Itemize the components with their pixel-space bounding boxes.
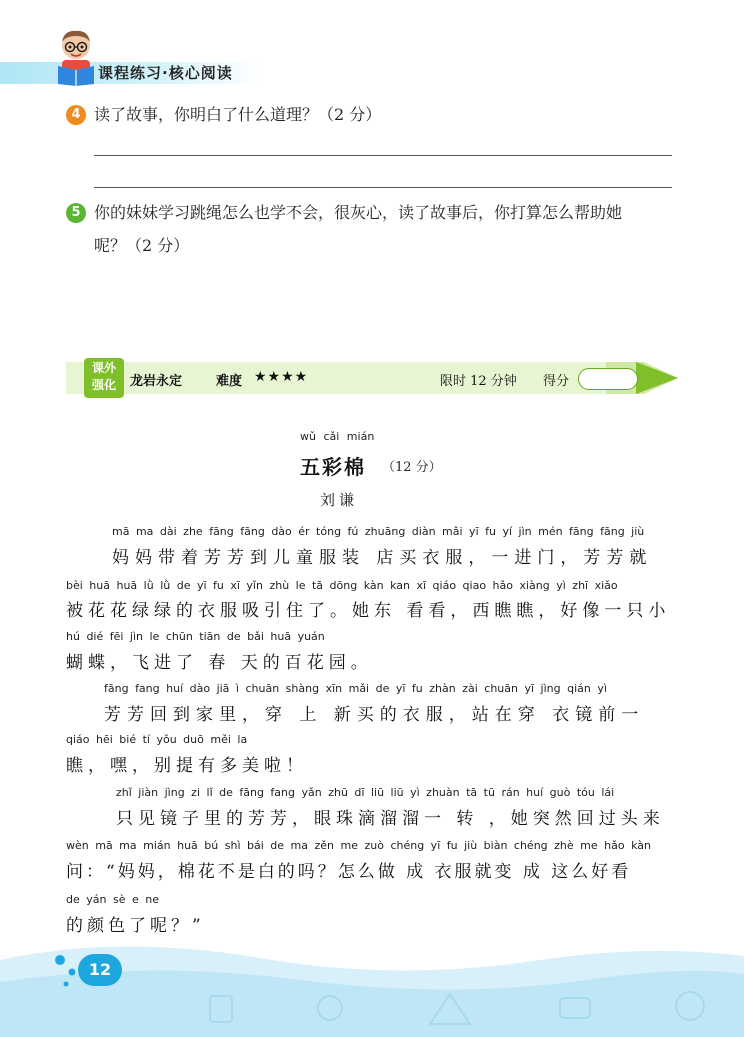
text-row: 的颜色了呢？” <box>66 916 205 936</box>
banner-tag <box>84 360 124 394</box>
text-row: 瞧，嘿，别提有多美啦！ <box>66 756 308 776</box>
score-label: 得分 <box>543 374 570 389</box>
reading-child-mascot-icon <box>50 28 102 86</box>
pinyin-row: bèi huā huā lǜ lǜ de yī fu xī yǐn zhù le tā dōng kàn kan xī qiáo qiao hǎo xiàng yì zhī xiǎo <box>66 579 618 592</box>
pinyin-row: fāng fang huí dào jiā ì chuān shàng xīn mǎi de yī fu zhàn zài chuān yī jìng qián yì <box>104 682 607 695</box>
story-author: 刘谦 <box>320 491 359 509</box>
pinyin-row: de yán sè e ne <box>66 893 159 906</box>
text-row: 蝴蝶，飞进了 春 天的百花园。 <box>66 653 373 673</box>
answer-line[interactable] <box>94 155 672 156</box>
question-text-continued: 呢？（2 分） <box>94 236 190 255</box>
pinyin-row: wèn mā ma mián huā bú shì bái de ma zěn me zuò chéng yī fu jiù biàn chéng zhè me hǎo kàn <box>66 839 651 852</box>
banner-tag-line: 课外 <box>91 361 116 375</box>
story-score: （12 分） <box>382 460 442 475</box>
text-row: 妈妈带着芳芳到儿童服装 店买衣服，一进门，芳芳就 <box>112 548 653 568</box>
text-row: 只见镜子里的芳芳，眼珠滴溜溜一 转 ，她突然回过头来 <box>116 809 665 829</box>
text-row: 问：“妈妈，棉花不是白的吗？怎么做 成 衣服就变 成 这么好看 <box>66 862 632 882</box>
question-text: 读了故事，你明白了什么道理？（2 分） <box>94 105 382 124</box>
pinyin-row: hú dié fēi jìn le chūn tiān de bǎi huā yuán <box>66 630 325 643</box>
question-number-badge: 4 <box>66 105 86 125</box>
time-limit: 限时 12 分钟 <box>440 374 517 389</box>
pinyin-row: mā ma dài zhe fāng fāng dào ér tóng fú zhuāng diàn mǎi yī fu yí jìn mén fāng fāng jiù <box>112 525 645 538</box>
banner-tag-line: 强化 <box>91 378 116 392</box>
answer-line[interactable] <box>94 187 672 188</box>
score-input[interactable] <box>578 368 638 390</box>
question-number-badge: 5 <box>66 203 86 223</box>
header-title: 课程练习·核心阅读 <box>98 64 233 82</box>
question-text: 你的妹妹学习跳绳怎么也学不会，很灰心，读了故事后，你打算怎么帮助她 <box>94 203 623 222</box>
text-row: 芳芳回到家里，穿 上 新买的衣服，站在穿 衣镜前一 <box>104 705 645 725</box>
title-pinyin: wǔ cǎi mián <box>300 430 375 443</box>
page-number: 12 <box>78 954 122 986</box>
difficulty-stars: ★★★★ <box>254 369 309 385</box>
difficulty-label: 难度 <box>216 374 243 389</box>
pinyin-row: qiáo hēi bié tí yǒu duō měi la <box>66 733 248 746</box>
story-title: 五彩棉 <box>300 455 366 479</box>
region-label: 龙岩永定 <box>130 374 183 389</box>
text-row: 被花花绿绿的衣服吸引住了。她东 看看，西瞧瞧，好像一只小 <box>66 601 671 621</box>
pinyin-row: zhǐ jiàn jìng zi lǐ de fāng fang yǎn zhū dī liū liū yì zhuàn tā tū rán huí guò tóu lái <box>116 786 615 799</box>
